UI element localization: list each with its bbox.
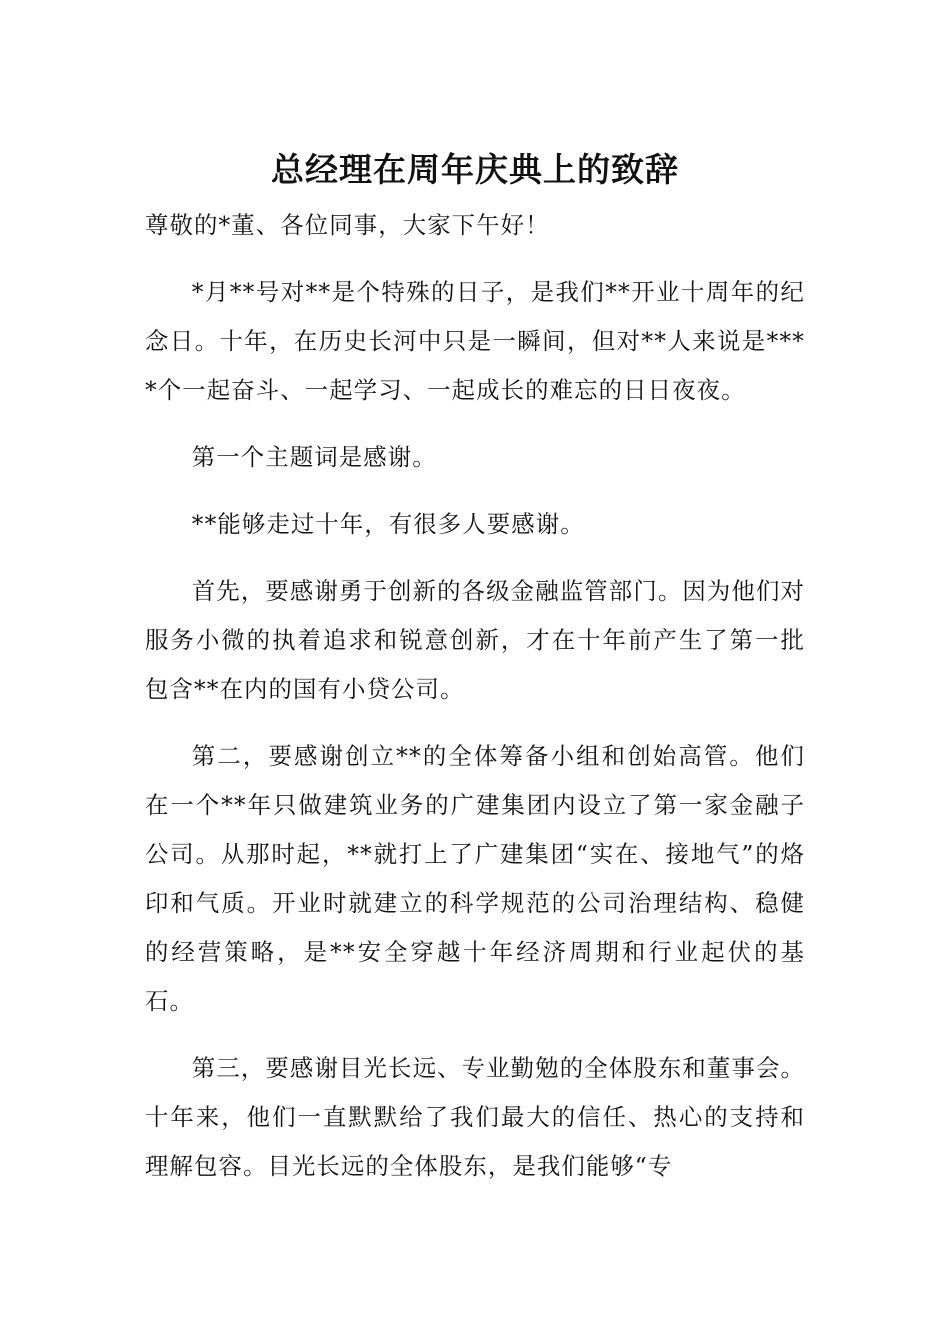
body-paragraph: 首先，要感谢勇于创新的各级金融监管部门。因为他们对服务小微的执着追求和锐意创新，才在十年前产生了第一批包含**在内的国有小贷公司。 (145, 577, 805, 703)
body-paragraph: 第一个主题词是感谢。 (191, 443, 437, 471)
body-paragraph: **能够走过十年，有很多人要感谢。 (191, 510, 585, 538)
greeting-paragraph: 尊敬的*董、各位同事，大家下午好！ (145, 211, 550, 239)
body-paragraph: 第三，要感谢目光长远、专业勤勉的全体股东和董事会。十年来，他们一直默默给了我们最大的信任、热心的支持和理解包容。目光长远的全体股东，是我们能够“专 (145, 1054, 805, 1180)
body-paragraph: 第二，要感谢创立**的全体筹备小组和创始高管。他们在一个**年只做建筑业务的广建集团内设立了第一家金融子公司。从那时起，**就打上了广建集团“实在、接地气”的烙印和气质。开业时就建立的科学规范的公司治理结构、稳健的经营策略，是**安全穿越十年经济周期和行业起伏的基石。 (145, 742, 805, 1015)
document-title: 总经理在周年庆典上的致辞 (271, 150, 679, 190)
document-body (145, 201, 805, 1209)
body-paragraph: *月**号对**是个特殊的日子，是我们**开业十周年的纪念日。十年，在历史长河中只是一瞬间，但对**人来说是****个一起奋斗、一起学习、一起成长的难忘的日日夜夜。 (145, 278, 805, 404)
